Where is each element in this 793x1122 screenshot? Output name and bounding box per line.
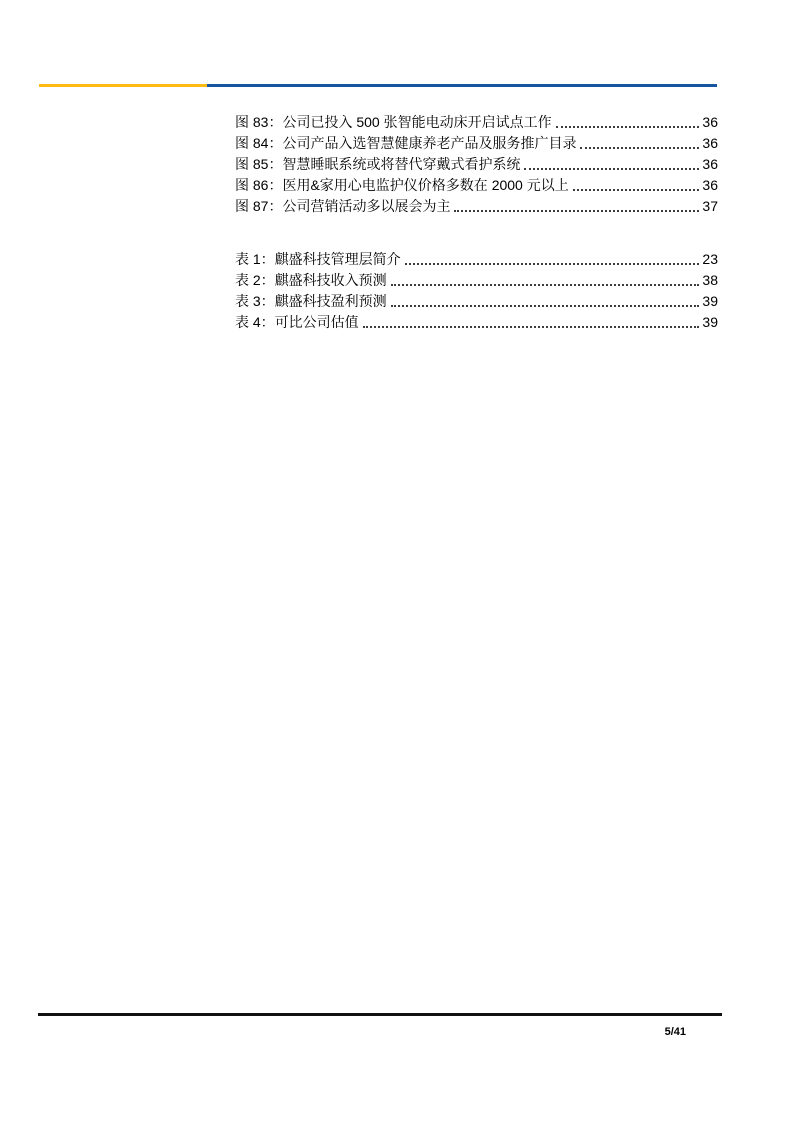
toc-leader-dots <box>556 126 700 128</box>
toc-entry-page: 39 <box>702 314 718 330</box>
toc-entry-page: 36 <box>702 135 718 151</box>
footer-rule <box>38 1013 722 1016</box>
page-number-indicator: 5/41 <box>664 1026 686 1038</box>
toc-entry-title: 麒盛科技盈利预测 <box>274 293 387 309</box>
toc-entry-label: 图 84： <box>235 135 283 151</box>
table-of-contents <box>235 112 718 333</box>
toc-leader-dots <box>573 189 700 191</box>
toc-figures-list <box>235 112 718 217</box>
toc-entry[interactable] <box>235 112 718 133</box>
toc-entry[interactable] <box>235 196 718 217</box>
header-rule <box>39 84 717 87</box>
toc-entry-title: 智慧睡眠系统或将替代穿戴式看护系统 <box>282 156 521 172</box>
toc-entry-title: 公司营销活动多以展会为主 <box>282 198 451 214</box>
toc-entry-label: 表 3： <box>235 293 275 309</box>
toc-entry-label: 表 2： <box>235 272 275 288</box>
toc-leader-dots <box>391 305 700 307</box>
toc-entry-title: 麒盛科技管理层简介 <box>274 251 401 267</box>
header-rule-blue-segment <box>207 84 717 87</box>
toc-entry-label: 图 87： <box>235 198 283 214</box>
toc-entry-page: 37 <box>702 198 718 214</box>
toc-entry[interactable] <box>235 154 718 175</box>
header-rule-yellow-segment <box>39 84 207 87</box>
toc-leader-dots <box>391 284 700 286</box>
toc-entry-label: 表 1： <box>235 251 275 267</box>
toc-entry-title: 公司产品入选智慧健康养老产品及服务推广目录 <box>282 135 577 151</box>
toc-entry-label: 图 83： <box>235 114 283 130</box>
toc-entry-label: 表 4： <box>235 314 275 330</box>
toc-entry-title: 公司已投入 500 张智能电动床开启试点工作 <box>282 114 552 130</box>
toc-entry[interactable] <box>235 312 718 333</box>
toc-entry[interactable] <box>235 175 718 196</box>
toc-leader-dots <box>454 210 699 212</box>
toc-leader-dots <box>524 168 699 170</box>
toc-entry-page: 39 <box>702 293 718 309</box>
toc-entry-page: 36 <box>702 177 718 193</box>
toc-tables-list <box>235 249 718 333</box>
toc-leader-dots <box>363 326 700 328</box>
toc-entry-page: 36 <box>702 156 718 172</box>
toc-entry[interactable] <box>235 291 718 312</box>
toc-entry-title: 可比公司估值 <box>274 314 359 330</box>
toc-entry-title: 麒盛科技收入预测 <box>274 272 387 288</box>
toc-entry[interactable] <box>235 270 718 291</box>
toc-entry[interactable] <box>235 249 718 270</box>
toc-entry-label: 图 85： <box>235 156 283 172</box>
toc-entry-page: 36 <box>702 114 718 130</box>
toc-entry-title: 医用&家用心电监护仪价格多数在 2000 元以上 <box>282 177 569 193</box>
toc-entry-page: 38 <box>702 272 718 288</box>
toc-entry-label: 图 86： <box>235 177 283 193</box>
toc-leader-dots <box>580 147 699 149</box>
toc-entry-page: 23 <box>702 251 718 267</box>
toc-leader-dots <box>405 263 700 265</box>
toc-entry[interactable] <box>235 133 718 154</box>
